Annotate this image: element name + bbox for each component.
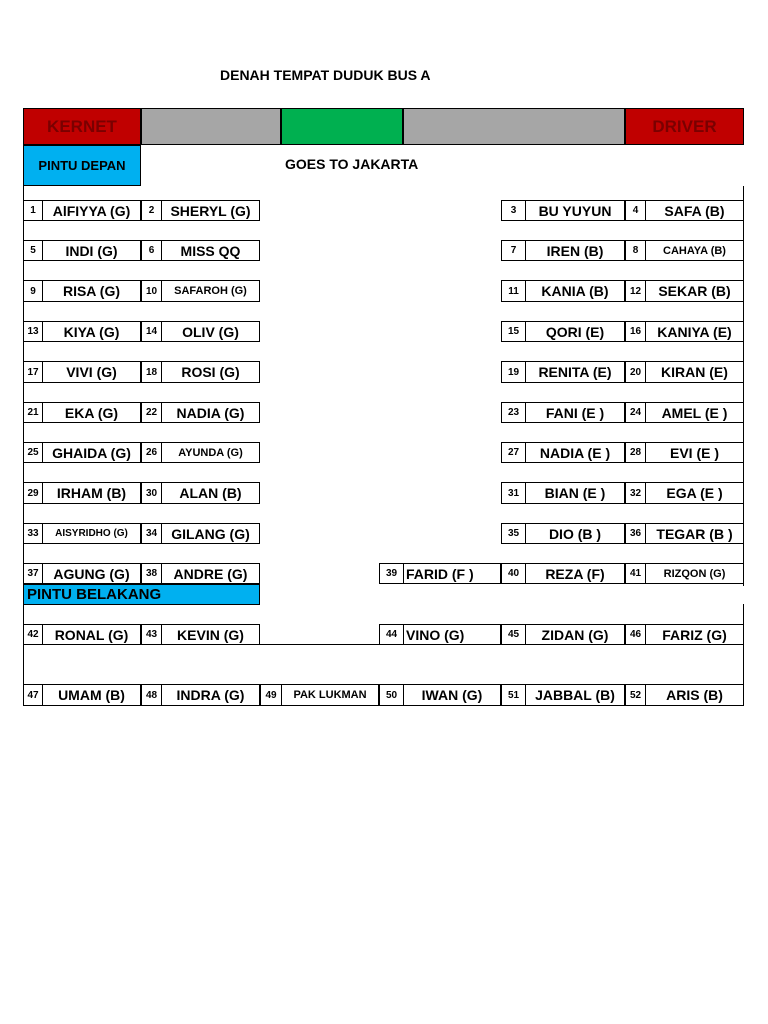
seat-10[interactable]: SAFAROH (G) bbox=[161, 280, 260, 302]
seat-number: 13 bbox=[23, 321, 43, 342]
header-gray-left bbox=[141, 108, 281, 145]
seat-number: 5 bbox=[23, 240, 43, 261]
seat-12[interactable]: SEKAR (B) bbox=[645, 280, 744, 302]
seat-number: 25 bbox=[23, 442, 43, 463]
seat-26[interactable]: AYUNDA (G) bbox=[161, 442, 260, 463]
seat-number: 16 bbox=[625, 321, 646, 342]
seat-47[interactable]: UMAM (B) bbox=[42, 684, 141, 706]
seat-36[interactable]: TEGAR (B ) bbox=[645, 523, 744, 544]
seat-number: 44 bbox=[379, 624, 404, 645]
seat-number: 39 bbox=[379, 563, 404, 584]
seat-34[interactable]: GILANG (G) bbox=[161, 523, 260, 544]
seat-29[interactable]: IRHAM (B) bbox=[42, 482, 141, 504]
seat-number: 12 bbox=[625, 280, 646, 302]
seat-number: 1 bbox=[23, 200, 43, 221]
seat-number: 14 bbox=[141, 321, 162, 342]
page-title: DENAH TEMPAT DUDUK BUS A bbox=[220, 67, 431, 83]
seat-45[interactable]: ZIDAN (G) bbox=[525, 624, 625, 645]
seat-number: 20 bbox=[625, 361, 646, 383]
seat-number: 49 bbox=[260, 684, 282, 706]
seat-number: 36 bbox=[625, 523, 646, 544]
seat-5[interactable]: INDI (G) bbox=[42, 240, 141, 261]
seat-39[interactable]: FARID (F ) bbox=[403, 563, 501, 584]
seat-40[interactable]: REZA (F) bbox=[525, 563, 625, 584]
seat-41[interactable]: RIZQON (G) bbox=[645, 563, 744, 584]
seat-52[interactable]: ARIS (B) bbox=[645, 684, 744, 706]
seat-7[interactable]: IREN (B) bbox=[525, 240, 625, 261]
seat-27[interactable]: NADIA (E ) bbox=[525, 442, 625, 463]
seat-number: 6 bbox=[141, 240, 162, 261]
seat-number: 34 bbox=[141, 523, 162, 544]
goes-to-label: GOES TO JAKARTA bbox=[285, 156, 419, 172]
seat-14[interactable]: OLIV (G) bbox=[161, 321, 260, 342]
seat-number: 50 bbox=[379, 684, 404, 706]
seat-number: 2 bbox=[141, 200, 162, 221]
seat-number: 46 bbox=[625, 624, 646, 645]
seat-number: 48 bbox=[141, 684, 162, 706]
seat-32[interactable]: EGA (E ) bbox=[645, 482, 744, 504]
seat-number: 51 bbox=[501, 684, 526, 706]
seat-25[interactable]: GHAIDA (G) bbox=[42, 442, 141, 463]
driver-cell: DRIVER bbox=[625, 108, 744, 145]
kernet-cell: KERNET bbox=[23, 108, 141, 145]
seat-21[interactable]: EKA (G) bbox=[42, 402, 141, 423]
seat-number: 4 bbox=[625, 200, 646, 221]
seat-35[interactable]: DIO (B ) bbox=[525, 523, 625, 544]
seat-4[interactable]: SAFA (B) bbox=[645, 200, 744, 221]
seat-number: 52 bbox=[625, 684, 646, 706]
seat-number: 33 bbox=[23, 523, 43, 544]
header-gray-right bbox=[403, 108, 625, 145]
seat-38[interactable]: ANDRE (G) bbox=[161, 563, 260, 584]
pintu-depan-cell: PINTU DEPAN bbox=[23, 145, 141, 186]
seat-3[interactable]: BU YUYUN bbox=[525, 200, 625, 221]
seat-number: 11 bbox=[501, 280, 526, 302]
seat-31[interactable]: BIAN (E ) bbox=[525, 482, 625, 504]
seat-number: 10 bbox=[141, 280, 162, 302]
seat-number: 17 bbox=[23, 361, 43, 383]
seat-42[interactable]: RONAL (G) bbox=[42, 624, 141, 645]
header-green bbox=[281, 108, 403, 145]
seat-number: 8 bbox=[625, 240, 646, 261]
seat-number: 22 bbox=[141, 402, 162, 423]
seat-number: 9 bbox=[23, 280, 43, 302]
seat-11[interactable]: KANIA (B) bbox=[525, 280, 625, 302]
seat-51[interactable]: JABBAL (B) bbox=[525, 684, 625, 706]
seat-48[interactable]: INDRA (G) bbox=[161, 684, 260, 706]
seat-number: 28 bbox=[625, 442, 646, 463]
seat-20[interactable]: KIRAN (E) bbox=[645, 361, 744, 383]
seat-number: 35 bbox=[501, 523, 526, 544]
seat-13[interactable]: KIYA (G) bbox=[42, 321, 141, 342]
seat-number: 27 bbox=[501, 442, 526, 463]
seat-number: 41 bbox=[625, 563, 646, 584]
seat-number: 24 bbox=[625, 402, 646, 423]
seat-19[interactable]: RENITA (E) bbox=[525, 361, 625, 383]
seat-24[interactable]: AMEL (E ) bbox=[645, 402, 744, 423]
seat-2[interactable]: SHERYL (G) bbox=[161, 200, 260, 221]
seat-number: 31 bbox=[501, 482, 526, 504]
seat-22[interactable]: NADIA (G) bbox=[161, 402, 260, 423]
seat-number: 21 bbox=[23, 402, 43, 423]
seat-50[interactable]: IWAN (G) bbox=[403, 684, 501, 706]
seat-number: 29 bbox=[23, 482, 43, 504]
seat-1[interactable]: AlFIYYA (G) bbox=[42, 200, 141, 221]
seat-number: 37 bbox=[23, 563, 43, 584]
seat-44[interactable]: VINO (G) bbox=[403, 624, 501, 645]
seat-number: 32 bbox=[625, 482, 646, 504]
seat-number: 26 bbox=[141, 442, 162, 463]
seat-49[interactable]: PAK LUKMAN bbox=[281, 684, 379, 706]
seat-number: 47 bbox=[23, 684, 43, 706]
seat-46[interactable]: FARIZ (G) bbox=[645, 624, 744, 645]
pintu-belakang-cell: PINTU BELAKANG bbox=[23, 584, 260, 605]
seat-43[interactable]: KEVIN (G) bbox=[161, 624, 260, 645]
seat-16[interactable]: KANIYA (E) bbox=[645, 321, 744, 342]
right-border-line bbox=[743, 186, 744, 200]
seat-6[interactable]: MISS QQ bbox=[161, 240, 260, 261]
seat-18[interactable]: ROSI (G) bbox=[161, 361, 260, 383]
seat-number: 15 bbox=[501, 321, 526, 342]
seat-28[interactable]: EVI (E ) bbox=[645, 442, 744, 463]
seat-number: 45 bbox=[501, 624, 526, 645]
seat-17[interactable]: VIVI (G) bbox=[42, 361, 141, 383]
seat-37[interactable]: AGUNG (G) bbox=[42, 563, 141, 584]
seat-number: 42 bbox=[23, 624, 43, 645]
seat-number: 18 bbox=[141, 361, 162, 383]
seat-23[interactable]: FANI (E ) bbox=[525, 402, 625, 423]
seat-9[interactable]: RISA (G) bbox=[42, 280, 141, 302]
seat-number: 30 bbox=[141, 482, 162, 504]
seat-8[interactable]: CAHAYA (B) bbox=[645, 240, 744, 261]
seat-number: 43 bbox=[141, 624, 162, 645]
seat-15[interactable]: QORI (E) bbox=[525, 321, 625, 342]
seat-number: 23 bbox=[501, 402, 526, 423]
seat-33[interactable]: AISYRIDHO (G) bbox=[42, 523, 141, 544]
seat-number: 40 bbox=[501, 563, 526, 584]
seat-number: 7 bbox=[501, 240, 526, 261]
seat-number: 38 bbox=[141, 563, 162, 584]
seat-number: 19 bbox=[501, 361, 526, 383]
seat-number: 3 bbox=[501, 200, 526, 221]
seat-30[interactable]: ALAN (B) bbox=[161, 482, 260, 504]
